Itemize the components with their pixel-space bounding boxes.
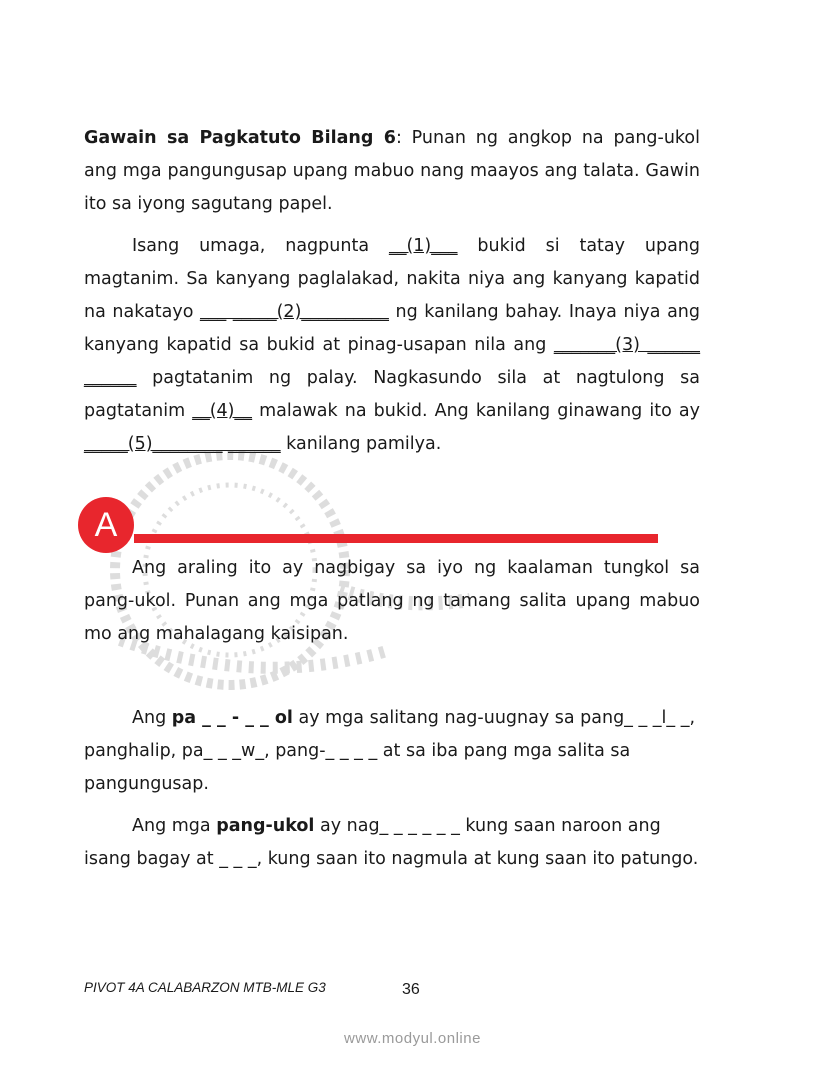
blank-4: __(4)__	[192, 401, 253, 421]
section-a-intro: Ang araling ito ay nagbigay sa iyo ng kaalaman tungkol sa pang-ukol. Punan ang mga patlang ng tamang salita upang mabuo mo ang mahalagang kaisipan.	[84, 558, 700, 644]
blank-1: __(1)___	[388, 236, 458, 256]
fill-in-statement-1	[84, 702, 700, 801]
activity-instructions: : Punan ng angkop na pang-ukol ang mga pangungusap upang mabuo nang maayos ang talata. Gawin ito sa iyong sagutang papel.	[84, 128, 700, 214]
section-divider-bar	[134, 534, 658, 543]
footer-course-label: PIVOT 4A CALABARZON MTB-MLE G3	[84, 980, 326, 995]
statement-text: ay nag_ _ _ _ _ _ kung saan naroon ang isang bagay at _ _ _, kung saan ito nagmula at kung saan ito patungo.	[84, 816, 699, 869]
site-watermark-text: www.modyul.online	[344, 1030, 481, 1047]
activity-paragraph	[84, 122, 700, 221]
key-term: pang-ukol	[216, 816, 315, 836]
section-a-badge: A	[78, 497, 134, 553]
statement-text: Ang	[132, 708, 172, 728]
story-text: malawak na bukid. Ang kanilang ginawang ito ay	[252, 401, 700, 421]
activity-title: Gawain sa Pagkatuto Bilang 6	[84, 128, 396, 148]
blank-5: _____(5)________ ______	[84, 434, 281, 454]
blank-3: _______(3) ______ ______	[84, 335, 700, 388]
story-text: pagtatanim ng palay. Nagkasundo sila at nagtulong sa pagtatanim	[84, 368, 700, 421]
key-term: pa _ _ - _ _ ol	[171, 708, 293, 728]
statement-text: ay mga salitang nag-uugnay sa pang_ _ _l_ _, panghalip, pa_ _ _w_, pang-_ _ _ _ at sa iba pang mga salita sa pangungusap.	[84, 708, 696, 794]
story-paragraph	[84, 230, 700, 461]
story-text: ng kanilang bahay. Inaya niya ang kanyang kapatid sa bukid at pinag-usapan nila ang	[84, 302, 701, 355]
story-text: Isang umaga, nagpunta	[132, 236, 389, 256]
fill-in-statement-2	[84, 810, 700, 876]
statement-text: Ang mga	[132, 816, 217, 836]
story-text: bukid si tatay upang magtanim. Sa kanyang paglalakad, nakita niya ang kanyang kapatid na nakatayo	[84, 236, 701, 322]
page-number: 36	[402, 981, 420, 998]
story-text: kanilang pamilya.	[280, 434, 442, 454]
blank-2: ___ _____(2)__________	[200, 302, 389, 322]
